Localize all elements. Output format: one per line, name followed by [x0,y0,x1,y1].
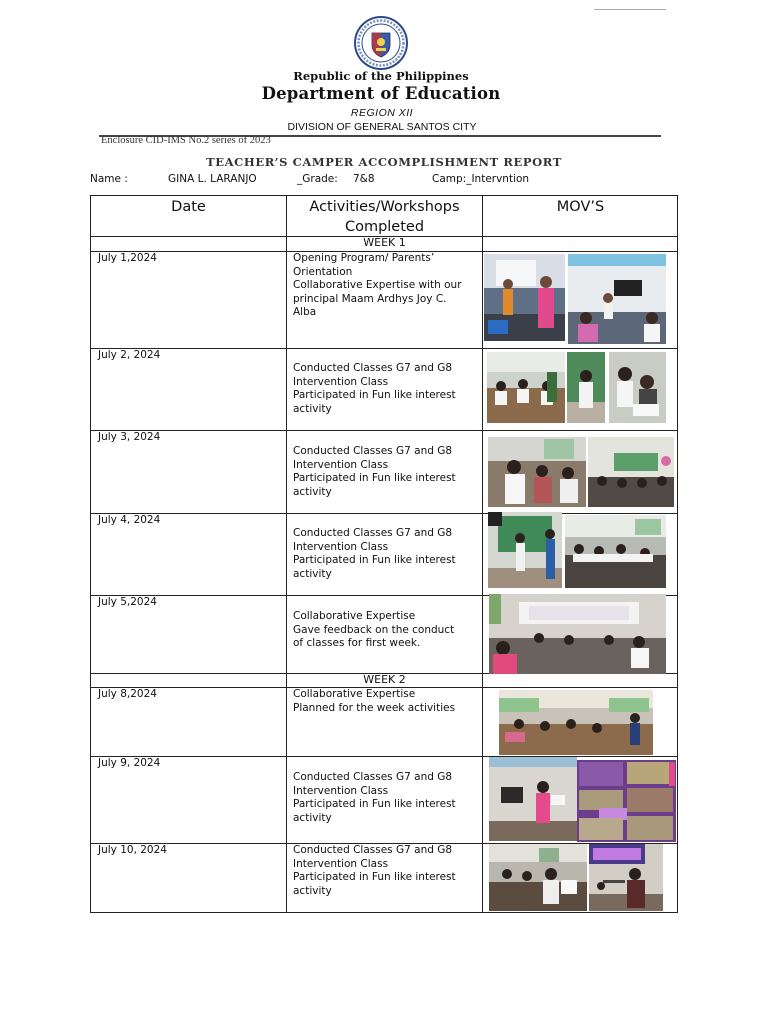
activity-line: Opening Program/ Parents’ [293,252,435,264]
mov-photo [567,352,605,423]
activity-line: activity [293,811,332,824]
activity-line: Orientation [293,265,353,278]
activity-line: Conducted Classes G7 and G8 [293,362,453,374]
grade-value: 7&8 [353,173,375,185]
row-date: July 10, 2024 [98,844,167,856]
mov-photo [565,515,666,588]
row-activities [293,362,479,416]
deped-seal-logo [348,15,414,71]
activity-line: Gave feedback on the conduct [293,623,455,636]
row-date: July 2, 2024 [98,349,161,361]
mov-photo [489,757,577,841]
camp-label: Camp:_Intervntion [432,173,530,185]
mov-photo [589,844,663,911]
row-activities [293,844,479,898]
activity-line: Collaborative Expertise [293,610,416,622]
activity-line: activity [293,884,332,897]
division-heading: DIVISION OF GENERAL SANTOS CITY [287,121,477,133]
mov-photo [489,844,587,911]
enclosure-note: Enclosure CID-IMS No.2 series of 2023 [101,135,271,146]
week-2-label: WEEK 2 [363,673,406,686]
activity-line: activity [293,485,332,498]
row-activities [293,252,479,320]
activity-line: activity [293,567,332,580]
mov-photo [487,352,565,423]
activity-line: activity [293,402,332,415]
mov-photo [568,254,666,344]
activity-line: Participated in Fun like interest [293,472,456,485]
activity-line: Intervention Class [293,375,389,388]
activity-line: Participated in Fun like interest [293,871,456,884]
row-divider [91,348,677,349]
row-divider [91,756,677,757]
row-activities [293,688,479,715]
activity-line: Alba [293,306,317,319]
mov-photo [588,437,674,507]
row-date: July 1,2024 [98,252,157,264]
row-divider [91,430,677,431]
mov-photo [489,594,666,674]
department-heading: Department of Education [261,84,501,103]
column-header-activities [287,197,482,237]
activity-line: Conducted Classes G7 and G8 [293,771,453,783]
region-heading: REGION XII [350,107,414,119]
row-date: July 5,2024 [98,596,157,608]
name-value: GINA L. LARANJO [168,173,257,185]
column-header-date: Date [171,199,206,215]
week-1-label: WEEK 1 [363,236,406,249]
activity-line: Conducted Classes G7 and G8 [293,445,453,457]
activity-line: Intervention Class [293,857,389,870]
column-divider [286,196,287,912]
activity-line: Participated in Fun like interest [293,389,456,402]
republic-heading: Republic of the Philippines [293,69,469,83]
mov-photo [488,437,586,507]
top-edge-line [594,9,666,10]
mov-photo [609,352,666,423]
activity-line: Participated in Fun like interest [293,554,456,567]
mov-photo [577,760,676,842]
row-activities [293,527,479,581]
activity-line: Conducted Classes G7 and G8 [293,527,453,539]
activity-line: principal Maam Ardhys Joy C. [293,292,447,305]
activity-line: Collaborative Expertise with our [293,279,462,292]
column-header-activities-line2: Completed [344,219,425,235]
activity-line: of classes for first week. [293,637,421,650]
mov-photo [488,512,562,588]
activity-line: Participated in Fun like interest [293,798,456,811]
row-date: July 3, 2024 [98,431,161,443]
row-activities [293,771,479,825]
row-divider [91,513,677,514]
grade-label: _Grade: [297,173,338,185]
column-header-movs: MOV’S [556,199,605,215]
column-divider [482,196,483,912]
activity-line: Conducted Classes G7 and G8 [293,844,453,856]
row-date: July 4, 2024 [98,514,161,526]
mov-photo [484,254,565,341]
mov-photo [499,690,653,755]
activity-line: Intervention Class [293,458,389,471]
row-date: July 9, 2024 [98,757,161,769]
activity-line: Intervention Class [293,540,389,553]
row-activities [293,610,479,651]
name-label: Name : [90,173,128,185]
column-header-activities-line1: Activities/Workshops [309,199,460,215]
row-activities [293,445,479,499]
report-title: TEACHER’S CAMPER ACCOMPLISHMENT REPORT [206,155,562,169]
activity-line: Collaborative Expertise [293,688,416,700]
row-date: July 8,2024 [98,688,157,700]
activity-line: Planned for the week activities [293,701,456,714]
activity-line: Intervention Class [293,784,389,797]
